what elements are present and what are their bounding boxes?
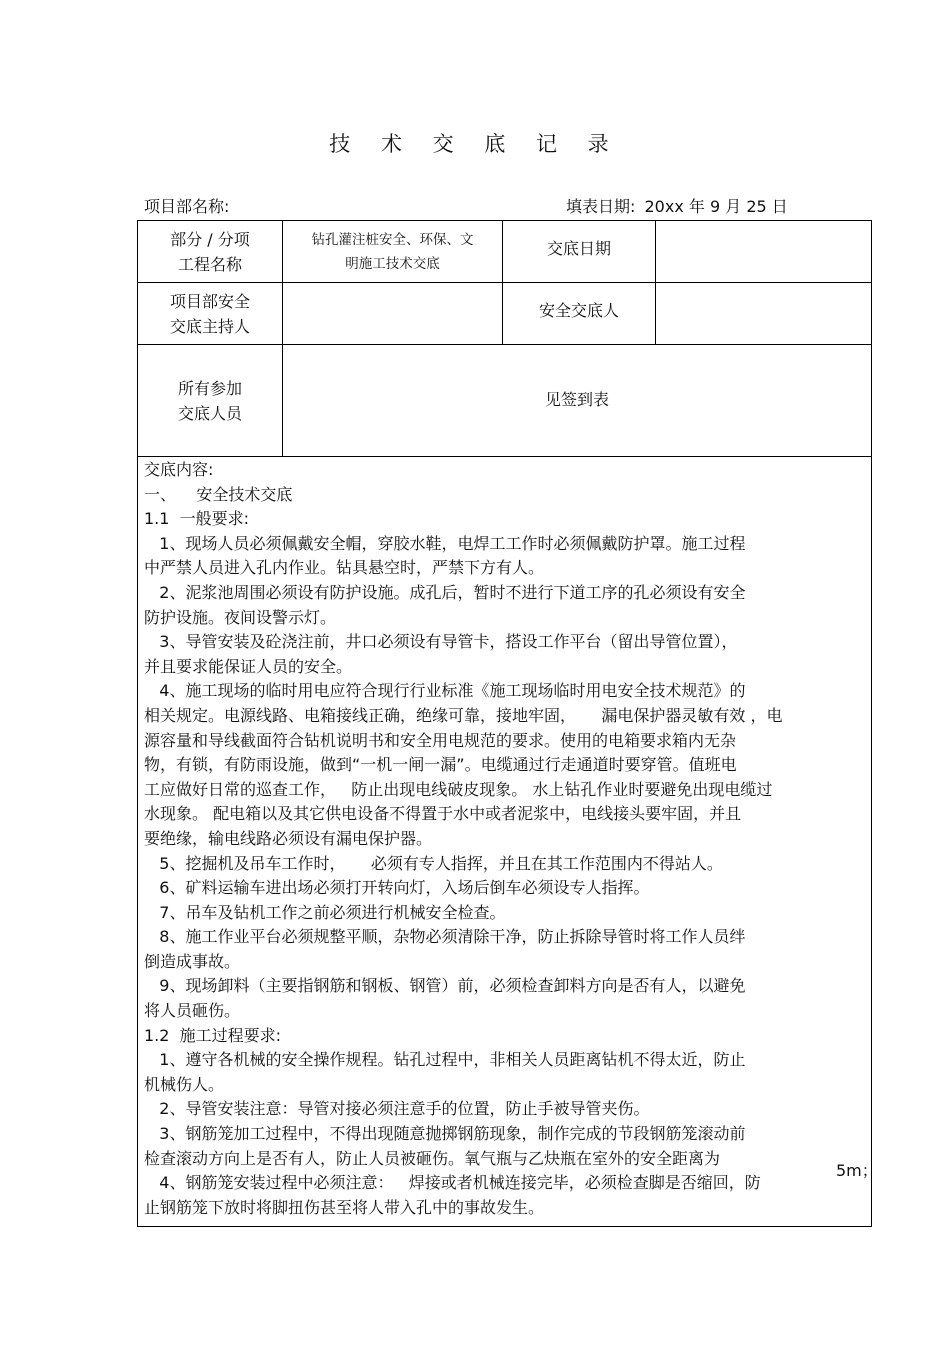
safety-briefer-value: [656, 283, 871, 344]
content-line: 防护设施。夜间设警示灯。: [144, 607, 337, 627]
content-line: 2、导管安装注意：导管对接必须注意手的位置，防止手被导管夹伤。: [144, 1099, 650, 1119]
participants-value: 见签到表: [544, 389, 609, 409]
content-line: 水现象。 配电箱以及其它供电设备不得置于水中或者泥浆中，电线接头要牢固，并且: [144, 804, 742, 824]
content-line: 工应做好日常的巡查工作， 防止出现电线破皮现象。 水上钻孔作业时要避免出现电缆过: [144, 779, 773, 799]
content-line: 8、施工作业平台必须规整平顺，杂物必须清除干净，防止拆除导管时将工作人员绊: [144, 927, 746, 947]
content-line: 1.1 一般要求:: [144, 509, 250, 529]
host-label-line2: 交底主持人: [169, 316, 250, 336]
briefing-date-label: 交底日期: [546, 238, 611, 258]
content-line: 3、导管安装及砼浇注前，井口必须设有导管卡，搭设工作平台（留出导管位置），: [144, 632, 738, 652]
distance-note: 5m；: [836, 1161, 878, 1180]
fill-date: [566, 194, 792, 217]
project-part-value: [283, 221, 502, 282]
content-line: 源容量和导线截面符合钻机说明书和安全用电规范的要求。使用的电箱要求箱内无杂: [144, 730, 737, 750]
fill-date-label: 填表日期:: [566, 197, 636, 216]
content-line: 机械伤人。: [144, 1074, 225, 1094]
content-line: 一、 安全技术交底: [144, 484, 293, 504]
content-line: 交底内容:: [144, 460, 214, 479]
content-line: 物，有锁，有防雨设施，做到“一机一闸一漏”。电缆通过行走通道时要穿管。值班电: [144, 755, 737, 775]
content-line: 6、矿料运输车进出场必须打开转向灯，入场后倒车必须设专人指挥。: [144, 878, 650, 898]
row-divider: [137, 456, 872, 457]
project-part-label: [138, 221, 282, 282]
project-part-label-line1: 部分 / 分项: [170, 229, 250, 249]
participants-label-line1: 所有参加: [177, 378, 242, 398]
project-part-label-line2: 工程名称: [177, 254, 242, 274]
content-line: 倒造成事故。: [144, 951, 241, 971]
content-line: 4、钢筋笼安装过程中必须注意： 焊接或者机械连接完毕，必须检查脚是否缩回，防: [144, 1173, 761, 1193]
content-line: 并且要求能保证人员的安全。: [144, 656, 353, 676]
content-line: 将人员砸伤。: [144, 1001, 241, 1021]
briefing-date-value: [656, 221, 871, 282]
content-line: 1、现场人员必须佩戴安全帽，穿胶水鞋，电焊工工作时必须佩戴防护罩。施工过程: [144, 533, 746, 553]
project-name-label: 项目部名称:: [144, 197, 230, 216]
content-line: 检查滚动方向上是否有人，防止人员被砸伤。氧气瓶与乙炔瓶在室外的安全距离为: [144, 1148, 721, 1168]
content-line: 1、遵守各机械的安全操作规程。钻孔过程中，非相关人员距离钻机不得太近，防止: [144, 1050, 746, 1070]
host-label-line1: 项目部安全: [169, 291, 250, 311]
content-line: 4、施工现场的临时用电应符合现行行业标准《施工现场临时用电安全技术规范》的: [144, 681, 746, 701]
content-line: 7、吊车及钻机工作之前必须进行机械安全检查。: [144, 902, 506, 922]
content-line: 相关规定。电源线路、电箱接线正确，绝缘可靠，接地牢固， 漏电保护器灵敏有效 ，电: [144, 705, 783, 725]
host-label: [138, 283, 282, 344]
content-line: 1.2 施工过程要求:: [144, 1025, 282, 1045]
project-part-value-line1: 钻孔灌注桩安全、环保、文: [311, 231, 474, 248]
participants-label-line2: 交底人员: [177, 403, 242, 423]
project-part-value-line2: 明施工技术交底: [345, 255, 440, 272]
safety-briefer-label: 安全交底人: [538, 300, 619, 320]
content-line: 止钢筋笼下放时将脚扭伤甚至将人带入孔中的事故发生。: [144, 1197, 545, 1217]
content-line: 要绝缘，输电线路必须设有漏电保护器。: [144, 828, 433, 848]
host-value: [283, 283, 502, 344]
content-line: 2、泥浆池周围必须设有防护设施。成孔后，暂时不进行下道工序的孔必须设有安全: [144, 582, 746, 602]
participants-label: [138, 345, 282, 456]
briefing-content: [144, 458, 866, 1220]
page-title: 技 术 交 底 记 录: [329, 132, 621, 156]
fill-date-value: 20xx 年 9 月 25 日: [644, 197, 788, 216]
content-line: 5、挖掘机及吊车工作时， 必须有专人指挥，并且在其工作范围内不得站人。: [144, 853, 723, 873]
content-line: 中严禁人员进入孔内作业。钻具悬空时，严禁下方有人。: [144, 558, 545, 578]
content-line: 9、现场卸料（主要指钢筋和钢板、钢管）前，必须检查卸料方向是否有人，以避免: [144, 976, 746, 996]
content-line: 3、钢筋笼加工过程中，不得出现随意抛掷钢筋现象，制作完成的节段钢筋笼滚动前: [144, 1124, 746, 1144]
